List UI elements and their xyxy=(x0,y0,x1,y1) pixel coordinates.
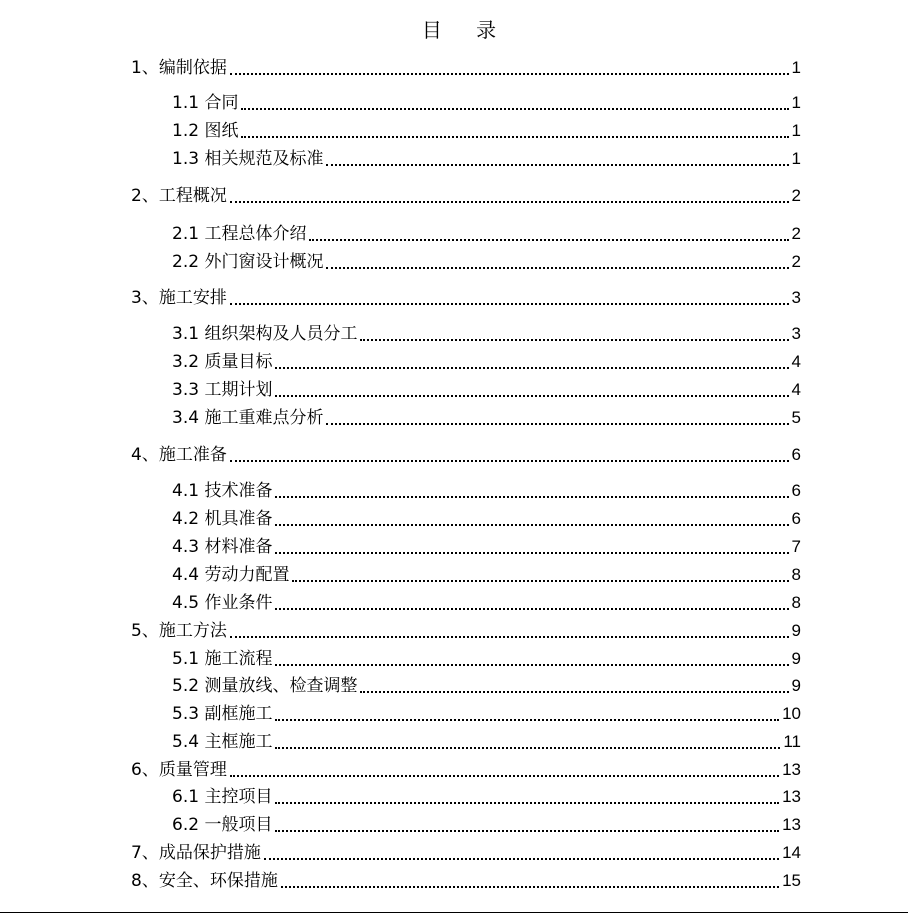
toc-entry[interactable] xyxy=(172,729,801,755)
toc-dot-leader xyxy=(230,201,789,203)
toc-dot-leader xyxy=(275,552,788,554)
toc-entry-page: 9 xyxy=(791,649,801,668)
toc-entry-label: 6.1 主控项目 xyxy=(172,787,273,807)
toc-entry[interactable] xyxy=(172,646,801,672)
toc-entry-label: 4.5 作业条件 xyxy=(172,593,273,613)
toc-entry-label: 3.1 组织架构及人员分工 xyxy=(172,324,358,344)
toc-entry[interactable] xyxy=(172,534,801,560)
toc-entry-label: 5.3 副框施工 xyxy=(172,704,273,724)
toc-entry-page: 13 xyxy=(782,815,801,834)
toc-dot-leader xyxy=(326,164,788,166)
toc-dot-leader xyxy=(326,267,788,269)
toc-dot-leader xyxy=(275,719,779,721)
toc-entry-label: 1.1 合同 xyxy=(172,93,239,113)
toc-entry-label: 6.2 一般项目 xyxy=(172,815,273,835)
toc-entry-label: 3.3 工期计划 xyxy=(172,380,273,400)
toc-dot-leader xyxy=(292,580,788,582)
toc-entry-label: 1、编制依据 xyxy=(131,58,227,78)
toc-dot-leader xyxy=(360,691,788,693)
toc-entry-page: 15 xyxy=(782,871,801,890)
toc-dot-leader xyxy=(230,303,789,305)
toc-entry-label: 5.2 测量放线、检查调整 xyxy=(172,676,358,696)
toc-entry[interactable] xyxy=(172,562,801,588)
toc-entry-page: 4 xyxy=(791,352,801,371)
toc-entry[interactable] xyxy=(131,757,801,783)
toc-dot-leader xyxy=(281,886,779,888)
toc-dot-leader xyxy=(264,858,779,860)
toc-dot-leader xyxy=(230,460,789,462)
toc-dot-leader xyxy=(275,524,788,526)
toc-entry-label: 7、成品保护措施 xyxy=(131,843,261,863)
toc-dot-leader xyxy=(275,608,788,610)
toc-entry[interactable] xyxy=(172,118,801,144)
toc-entry-page: 1 xyxy=(791,121,801,140)
toc-entry[interactable] xyxy=(131,442,801,468)
toc-entry[interactable] xyxy=(172,701,801,727)
page-bottom-rule xyxy=(0,912,908,913)
toc-entry[interactable] xyxy=(172,146,801,172)
toc-entry-label: 2.2 外门窗设计概况 xyxy=(172,252,324,272)
toc-entry[interactable] xyxy=(172,321,801,347)
toc-entry[interactable] xyxy=(172,590,801,616)
toc-entry-page: 1 xyxy=(791,149,801,168)
toc-dot-leader xyxy=(309,239,788,241)
toc-entry-page: 2 xyxy=(791,186,801,205)
toc-dot-leader xyxy=(275,367,788,369)
toc-entry[interactable] xyxy=(172,249,801,275)
toc-entry-page: 14 xyxy=(782,843,801,862)
toc-title: 目 录 xyxy=(421,18,511,42)
toc-dot-leader xyxy=(230,775,779,777)
toc-dot-leader xyxy=(275,496,788,498)
toc-entry-page: 6 xyxy=(791,481,801,500)
toc-entry-page: 13 xyxy=(782,760,801,779)
toc-entry-label: 4、施工准备 xyxy=(131,445,227,465)
toc-entry[interactable] xyxy=(131,618,801,644)
toc-entry-page: 8 xyxy=(791,565,801,584)
toc-entry-label: 3、施工安排 xyxy=(131,288,227,308)
toc-entry-label: 5.4 主框施工 xyxy=(172,732,273,752)
toc-entry[interactable] xyxy=(172,812,801,838)
toc-entry[interactable] xyxy=(172,377,801,403)
toc-entry[interactable] xyxy=(131,183,801,209)
toc-entry-page: 2 xyxy=(791,224,801,243)
toc-entry-page: 13 xyxy=(782,787,801,806)
toc-entry-page: 10 xyxy=(782,704,801,723)
toc-entry-page: 6 xyxy=(791,509,801,528)
toc-dot-leader xyxy=(275,802,779,804)
toc-entry[interactable] xyxy=(172,90,801,116)
toc-entry[interactable] xyxy=(131,285,801,311)
toc-entry-label: 4.3 材料准备 xyxy=(172,537,273,557)
toc-entry[interactable] xyxy=(172,673,801,699)
toc-dot-leader xyxy=(275,747,780,749)
toc-entry[interactable] xyxy=(172,221,801,247)
toc-entry-label: 4.2 机具准备 xyxy=(172,509,273,529)
toc-entry-page: 3 xyxy=(791,288,801,307)
toc-entry[interactable] xyxy=(131,868,801,894)
toc-dot-leader xyxy=(275,830,779,832)
toc-entry-page: 5 xyxy=(791,408,801,427)
toc-entry-page: 1 xyxy=(791,93,801,112)
toc-entry-page: 1 xyxy=(791,58,801,77)
toc-entry[interactable] xyxy=(131,55,801,81)
toc-entry-page: 6 xyxy=(791,445,801,464)
toc-entry[interactable] xyxy=(172,784,801,810)
toc-entry-page: 9 xyxy=(791,676,801,695)
toc-entry-label: 8、安全、环保措施 xyxy=(131,871,278,891)
toc-entry-page: 7 xyxy=(791,537,801,556)
toc-entry-label: 6、质量管理 xyxy=(131,760,227,780)
toc-entry-label: 5.1 施工流程 xyxy=(172,649,273,669)
toc-entry-label: 4.4 劳动力配置 xyxy=(172,565,290,585)
toc-dot-leader xyxy=(275,395,788,397)
toc-entry-label: 1.3 相关规范及标准 xyxy=(172,149,324,169)
toc-dot-leader xyxy=(241,136,788,138)
toc-dot-leader xyxy=(230,636,789,638)
toc-entry-label: 2、工程概况 xyxy=(131,186,227,206)
toc-entry[interactable] xyxy=(131,840,801,866)
toc-entry-page: 9 xyxy=(791,621,801,640)
toc-entry-page: 11 xyxy=(783,732,801,751)
toc-entry-page: 2 xyxy=(791,252,801,271)
toc-entry[interactable] xyxy=(172,405,801,431)
toc-entry[interactable] xyxy=(172,506,801,532)
toc-entry-page: 4 xyxy=(791,380,801,399)
toc-dot-leader xyxy=(360,339,788,341)
toc-entry-label: 5、施工方法 xyxy=(131,621,227,641)
toc-entry-label: 1.2 图纸 xyxy=(172,121,239,141)
toc-entry-page: 3 xyxy=(791,324,801,343)
toc-dot-leader xyxy=(230,73,789,75)
toc-dot-leader xyxy=(241,108,788,110)
toc-entry[interactable] xyxy=(172,478,801,504)
toc-entry-label: 3.2 质量目标 xyxy=(172,352,273,372)
toc-dot-leader xyxy=(326,423,788,425)
toc-entry[interactable] xyxy=(172,349,801,375)
toc-entry-label: 3.4 施工重难点分析 xyxy=(172,408,324,428)
toc-entry-page: 8 xyxy=(791,593,801,612)
toc-dot-leader xyxy=(275,664,788,666)
toc-entry-label: 4.1 技术准备 xyxy=(172,481,273,501)
toc-entry-label: 2.1 工程总体介绍 xyxy=(172,224,307,244)
